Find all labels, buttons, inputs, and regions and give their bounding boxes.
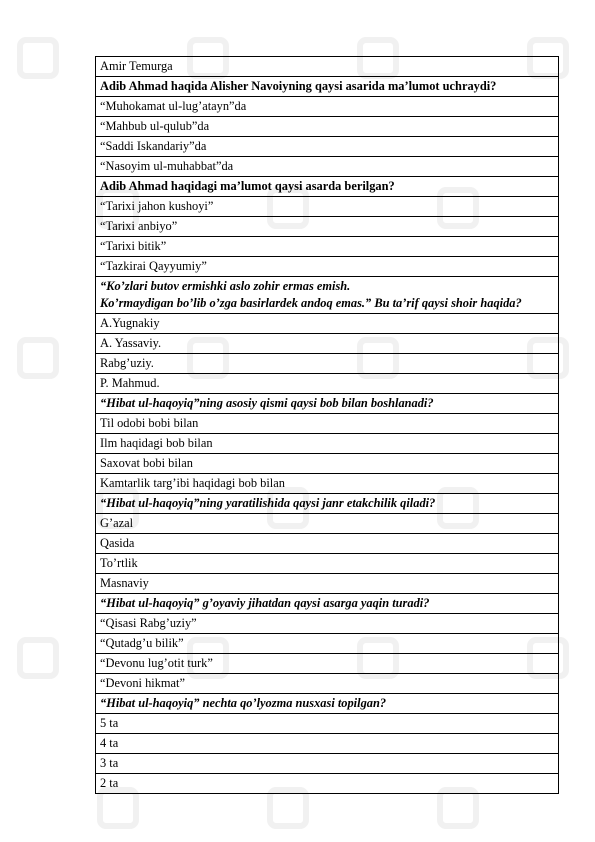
question-row	[96, 177, 559, 197]
answer-option: Amir Temurga	[96, 57, 559, 77]
answer-row	[96, 614, 559, 634]
answer-option: “Qisasi Rabg’uziy”	[96, 614, 559, 634]
answer-option: “Tazkirai Qayyumiy”	[96, 257, 559, 277]
answer-row	[96, 237, 559, 257]
answer-row	[96, 137, 559, 157]
question-text: “Hibat ul-haqoyiq”ning yaratilishida qaysi janr etakchilik qiladi?	[96, 494, 559, 514]
quiz-table-body	[96, 57, 559, 794]
answer-row	[96, 354, 559, 374]
question-text	[96, 277, 559, 314]
answer-row	[96, 414, 559, 434]
answer-option: A.Yugnakiy	[96, 314, 559, 334]
question-line: “Ko’zlari butov ermishki aslo zohir ermas emish.	[100, 279, 351, 293]
answer-row	[96, 374, 559, 394]
answer-row	[96, 474, 559, 494]
answer-row	[96, 57, 559, 77]
answer-row	[96, 334, 559, 354]
answer-option: “Muhokamat ul-lug’atayn”da	[96, 97, 559, 117]
question-text: Adib Ahmad haqidagi ma’lumot qaysi asarda berilgan?	[96, 177, 559, 197]
answer-row	[96, 654, 559, 674]
question-row	[96, 277, 559, 314]
answer-row	[96, 734, 559, 754]
answer-option: A. Yassaviy.	[96, 334, 559, 354]
question-text: “Hibat ul-haqoyiq” g’oyaviy jihatdan qaysi asarga yaqin turadi?	[96, 594, 559, 614]
answer-option: Ilm haqidagi bob bilan	[96, 434, 559, 454]
answer-row	[96, 217, 559, 237]
answer-option: Kamtarlik targ’ibi haqidagi bob bilan	[96, 474, 559, 494]
answer-row	[96, 257, 559, 277]
answer-row	[96, 774, 559, 794]
answer-option: 4 ta	[96, 734, 559, 754]
answer-option: Saxovat bobi bilan	[96, 454, 559, 474]
answer-row	[96, 434, 559, 454]
answer-option: “Nasoyim ul-muhabbat”da	[96, 157, 559, 177]
answer-row	[96, 714, 559, 734]
answer-option: “Mahbub ul-qulub”da	[96, 117, 559, 137]
answer-row	[96, 574, 559, 594]
answer-option: G’azal	[96, 514, 559, 534]
answer-row	[96, 674, 559, 694]
answer-option: 2 ta	[96, 774, 559, 794]
answer-option: Qasida	[96, 534, 559, 554]
answer-row	[96, 534, 559, 554]
answer-row	[96, 754, 559, 774]
answer-option: Rabg’uziy.	[96, 354, 559, 374]
answer-option: To’rtlik	[96, 554, 559, 574]
answer-option: 5 ta	[96, 714, 559, 734]
question-row	[96, 594, 559, 614]
answer-row	[96, 454, 559, 474]
answer-row	[96, 554, 559, 574]
answer-row	[96, 157, 559, 177]
answer-option: 3 ta	[96, 754, 559, 774]
answer-row	[96, 117, 559, 137]
answer-option: Masnaviy	[96, 574, 559, 594]
question-line: Ko’rmaydigan bo’lib o’zga basirlardek andoq emas.” Bu ta’rif qaysi shoir haqida?	[100, 296, 522, 310]
answer-row	[96, 634, 559, 654]
answer-row	[96, 514, 559, 534]
answer-option: P. Mahmud.	[96, 374, 559, 394]
question-row	[96, 394, 559, 414]
answer-option: “Saddi Iskandariy”da	[96, 137, 559, 157]
answer-option: “Devonu lug’otit turk”	[96, 654, 559, 674]
answer-row	[96, 97, 559, 117]
question-text: “Hibat ul-haqoyiq”ning asosiy qismi qaysi bob bilan boshlanadi?	[96, 394, 559, 414]
answer-row	[96, 314, 559, 334]
answer-option: “Tarixi bitik”	[96, 237, 559, 257]
question-text: Adib Ahmad haqida Alisher Navoiyning qaysi asarida ma’lumot uchraydi?	[96, 77, 559, 97]
answer-option: “Tarixi jahon kushoyi”	[96, 197, 559, 217]
answer-option: “Tarixi anbiyo”	[96, 217, 559, 237]
quiz-table	[95, 56, 559, 794]
question-row	[96, 494, 559, 514]
answer-option: “Devoni hikmat”	[96, 674, 559, 694]
answer-option: Til odobi bobi bilan	[96, 414, 559, 434]
question-row	[96, 694, 559, 714]
question-text: “Hibat ul-haqoyiq” nechta qo’lyozma nusxasi topilgan?	[96, 694, 559, 714]
answer-row	[96, 197, 559, 217]
question-row	[96, 77, 559, 97]
answer-option: “Qutadg’u bilik”	[96, 634, 559, 654]
